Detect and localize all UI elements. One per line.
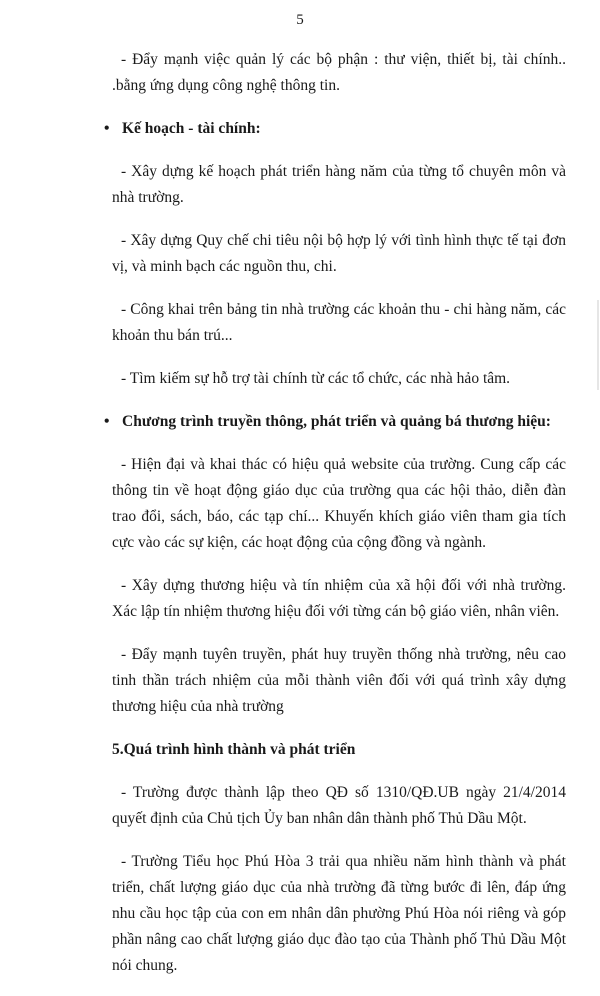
document-body	[104, 47, 566, 996]
paragraph-founding: - Trường được thành lập theo QĐ số 1310/QĐ.UB ngày 21/4/2014 quyết định của Chủ tịch Ủy ban nhân dân thành phố Thủ Dầu Một.	[112, 784, 566, 827]
paragraph-financial-support: - Tìm kiếm sự hỗ trợ tài chính từ các tổ chức, các nhà hảo tâm.	[121, 370, 511, 387]
paragraph-it-management: - Đẩy mạnh việc quản lý các bộ phận : thư viện, thiết bị, tài chính.. .bằng ứng dụng công nghệ thông tin.	[112, 51, 566, 94]
bullet-icon: •	[104, 120, 110, 137]
paragraph-spending-rules: - Xây dựng Quy chế chi tiêu nội bộ hợp lý với tình hình thực tế tại đơn vị, và minh bạch các nguồn thu, chi.	[112, 232, 566, 275]
paragraph-public-notice: - Công khai trên bảng tin nhà trường các khoản thu - chi hàng năm, các khoản thu bán trú...	[112, 301, 566, 344]
heading-text: Chương trình truyền thông, phát triển và quảng bá thương hiệu:	[122, 413, 551, 430]
heading-branding	[104, 409, 566, 435]
paragraph-website: - Hiện đại và khai thác có hiệu quả website của trường. Cung cấp các thông tin về hoạt động giáo dục của trường qua các hội thảo, diễn đàn trao đổi, sách, báo, các tạp chí... Khuyến khích giáo viên tham gia tích cực vào các sự kiện, các hoạt động của cộng đồng và ngành.	[112, 456, 566, 551]
bullet-icon: •	[104, 413, 110, 430]
page-number: 5	[296, 12, 304, 28]
paragraph-development: - Trường Tiểu học Phú Hòa 3 trải qua nhiều năm hình thành và phát triển, chất lượng giáo dục của nhà trường đã từng bước đi lên, đáp ứng nhu cầu học tập của con em nhân dân phường Phú Hòa nói riêng và góp phần nâng cao chất lượng giáo dục đào tạo của Thành phố Thủ Dầu Một nói chung.	[112, 853, 566, 974]
paragraph-tradition: - Đẩy mạnh tuyên truyền, phát huy truyền thống nhà trường, nêu cao tinh thần trách nhiệm của mỗi thành viên đối với quá trình xây dựng thương hiệu của nhà trường	[112, 646, 566, 715]
section-title-history: 5.Quá trình hình thành và phát triển	[112, 741, 356, 758]
heading-plan-finance	[104, 116, 566, 142]
scan-edge-mark	[597, 300, 599, 390]
paragraph-reputation: - Xây dựng thương hiệu và tín nhiệm của xã hội đối với nhà trường. Xác lập tín nhiệm thương hiệu đối với từng cán bộ giáo viên, nhân viên.	[112, 577, 566, 620]
heading-text: Kế hoạch - tài chính:	[122, 120, 261, 137]
paragraph-annual-plan: - Xây dựng kế hoạch phát triển hàng năm của từng tổ chuyên môn và nhà trường.	[112, 163, 566, 206]
